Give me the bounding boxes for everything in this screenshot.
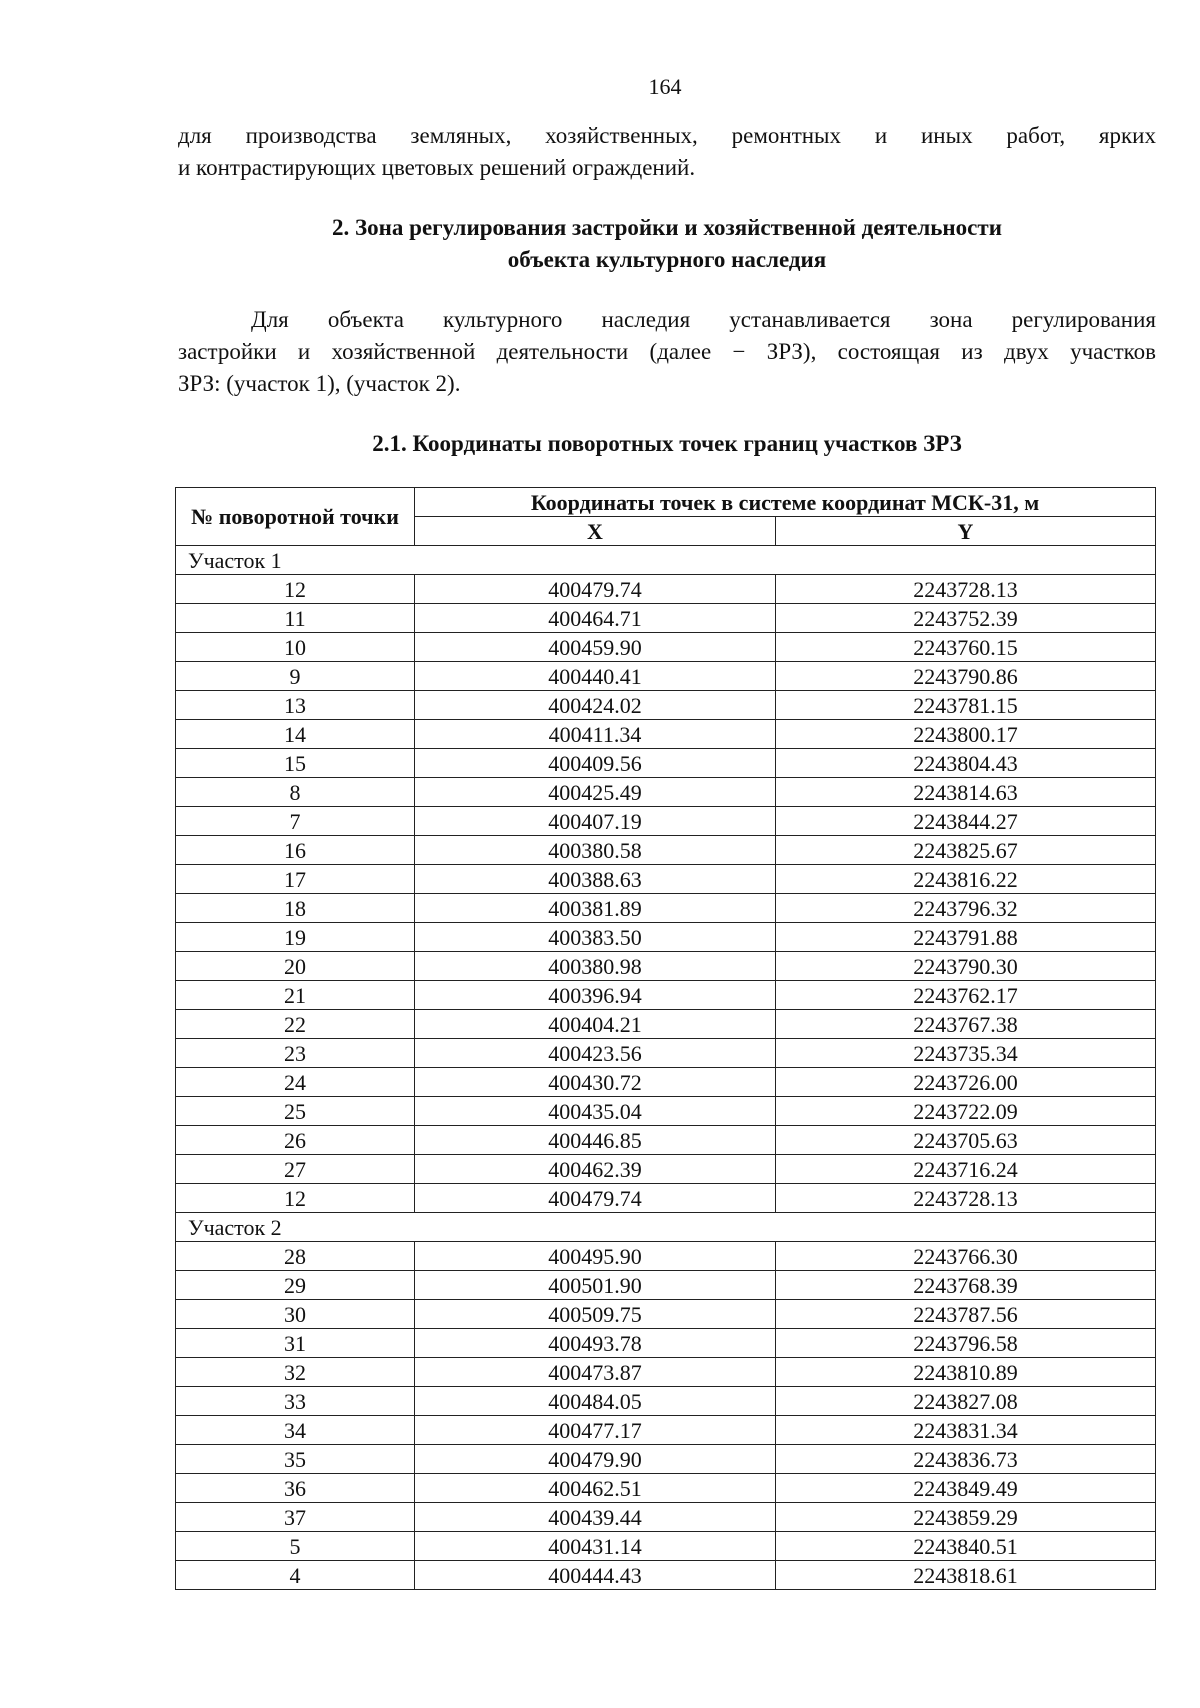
y-cell: 2243844.27: [776, 807, 1156, 836]
x-cell: 400380.98: [415, 952, 776, 981]
y-cell: 2243859.29: [776, 1503, 1156, 1532]
point-number-cell: 25: [176, 1097, 415, 1126]
x-cell: 400381.89: [415, 894, 776, 923]
point-number-cell: 14: [176, 720, 415, 749]
point-number-cell: 20: [176, 952, 415, 981]
point-number-cell: 15: [176, 749, 415, 778]
y-cell: 2243762.17: [776, 981, 1156, 1010]
x-cell: 400404.21: [415, 1010, 776, 1039]
point-number-cell: 12: [176, 1184, 415, 1213]
y-cell: 2243768.39: [776, 1271, 1156, 1300]
intro-line: и контрастирующих цветовых решений ограждений.: [178, 155, 696, 180]
y-cell: 2243804.43: [776, 749, 1156, 778]
table-row: [176, 1039, 1156, 1068]
y-cell: 2243796.32: [776, 894, 1156, 923]
x-cell: 400464.71: [415, 604, 776, 633]
x-cell: 400459.90: [415, 633, 776, 662]
point-number-cell: 29: [176, 1271, 415, 1300]
table-row: [176, 778, 1156, 807]
y-cell: 2243816.22: [776, 865, 1156, 894]
point-number-cell: 23: [176, 1039, 415, 1068]
table-row: [176, 952, 1156, 981]
y-cell: 2243836.73: [776, 1445, 1156, 1474]
x-cell: 400495.90: [415, 1242, 776, 1271]
x-cell: 400425.49: [415, 778, 776, 807]
table-row: [176, 1387, 1156, 1416]
table-row: [176, 691, 1156, 720]
paragraph-line: застройки и хозяйственной деятельности (далее − ЗРЗ), состоящая из двух участков: [178, 339, 1156, 364]
y-cell: 2243760.15: [776, 633, 1156, 662]
point-number-cell: 13: [176, 691, 415, 720]
x-cell: 400493.78: [415, 1329, 776, 1358]
y-cell: 2243716.24: [776, 1155, 1156, 1184]
point-number-cell: 11: [176, 604, 415, 633]
table-row: [176, 1126, 1156, 1155]
table-row: [176, 1474, 1156, 1503]
section-heading-line: 2. Зона регулирования застройки и хозяйственной деятельности: [332, 215, 1002, 240]
point-number-cell: 9: [176, 662, 415, 691]
table-row: [176, 604, 1156, 633]
paragraph-line: Для объекта культурного наследия устанавливается зона регулирования: [251, 307, 1156, 332]
point-number-cell: 18: [176, 894, 415, 923]
section-label: Участок 2: [176, 1213, 1156, 1242]
point-number-cell: 37: [176, 1503, 415, 1532]
table-row: [176, 923, 1156, 952]
point-number-cell: 7: [176, 807, 415, 836]
x-cell: 400444.43: [415, 1561, 776, 1590]
table-row: [176, 662, 1156, 691]
table-row: [176, 749, 1156, 778]
y-cell: 2243726.00: [776, 1068, 1156, 1097]
y-cell: 2243814.63: [776, 778, 1156, 807]
table-row: [176, 1532, 1156, 1561]
point-number-cell: 27: [176, 1155, 415, 1184]
table-row: [176, 1097, 1156, 1126]
point-number-cell: 32: [176, 1358, 415, 1387]
paragraph-line: ЗРЗ: (участок 1), (участок 2).: [178, 371, 461, 396]
x-cell: 400501.90: [415, 1271, 776, 1300]
point-number-cell: 24: [176, 1068, 415, 1097]
table-row: [176, 1010, 1156, 1039]
section-row: [176, 546, 1156, 575]
point-number-cell: 21: [176, 981, 415, 1010]
y-cell: 2243735.34: [776, 1039, 1156, 1068]
y-cell: 2243849.49: [776, 1474, 1156, 1503]
table-row: [176, 575, 1156, 604]
table-row: [176, 633, 1156, 662]
table-title: 2.1. Координаты поворотных точек границ участков ЗРЗ: [372, 431, 962, 456]
table-row: [176, 1300, 1156, 1329]
point-number-cell: 8: [176, 778, 415, 807]
table-row: [176, 1503, 1156, 1532]
table-row: [176, 836, 1156, 865]
header-x: X: [415, 517, 776, 546]
x-cell: 400484.05: [415, 1387, 776, 1416]
table-row: [176, 1561, 1156, 1590]
page-number: 164: [648, 74, 682, 99]
y-cell: 2243827.08: [776, 1387, 1156, 1416]
intro-paragraph: [178, 120, 1156, 184]
x-cell: 400388.63: [415, 865, 776, 894]
point-number-cell: 36: [176, 1474, 415, 1503]
intro-line: для производства земляных, хозяйственных, ремонтных и иных работ, ярких: [178, 123, 1156, 148]
point-number-cell: 33: [176, 1387, 415, 1416]
y-cell: 2243781.15: [776, 691, 1156, 720]
point-number-cell: 19: [176, 923, 415, 952]
section-heading: [178, 212, 1156, 276]
point-number-cell: 35: [176, 1445, 415, 1474]
table-row: [176, 1155, 1156, 1184]
point-number-cell: 34: [176, 1416, 415, 1445]
x-cell: 400462.39: [415, 1155, 776, 1184]
y-cell: 2243722.09: [776, 1097, 1156, 1126]
section-paragraph: [178, 304, 1156, 400]
table-row: [176, 1445, 1156, 1474]
y-cell: 2243840.51: [776, 1532, 1156, 1561]
table-row: [176, 1271, 1156, 1300]
x-cell: 400424.02: [415, 691, 776, 720]
point-number-cell: 30: [176, 1300, 415, 1329]
x-cell: 400407.19: [415, 807, 776, 836]
y-cell: 2243752.39: [776, 604, 1156, 633]
x-cell: 400440.41: [415, 662, 776, 691]
point-number-cell: 12: [176, 575, 415, 604]
y-cell: 2243705.63: [776, 1126, 1156, 1155]
table-row: [176, 894, 1156, 923]
y-cell: 2243790.30: [776, 952, 1156, 981]
y-cell: 2243791.88: [776, 923, 1156, 952]
x-cell: 400479.90: [415, 1445, 776, 1474]
table-row: [176, 981, 1156, 1010]
point-number-cell: 26: [176, 1126, 415, 1155]
header-coordinates: Координаты точек в системе координат МСК-31, м: [415, 488, 1156, 517]
header-y: Y: [776, 517, 1156, 546]
section-row: [176, 1213, 1156, 1242]
x-cell: 400446.85: [415, 1126, 776, 1155]
table-row: [176, 1358, 1156, 1387]
table-row: [176, 1416, 1156, 1445]
y-cell: 2243787.56: [776, 1300, 1156, 1329]
y-cell: 2243831.34: [776, 1416, 1156, 1445]
y-cell: 2243728.13: [776, 1184, 1156, 1213]
x-cell: 400477.17: [415, 1416, 776, 1445]
point-number-cell: 22: [176, 1010, 415, 1039]
point-number-cell: 5: [176, 1532, 415, 1561]
x-cell: 400479.74: [415, 1184, 776, 1213]
x-cell: 400479.74: [415, 575, 776, 604]
table-row: [176, 1068, 1156, 1097]
point-number-cell: 16: [176, 836, 415, 865]
x-cell: 400462.51: [415, 1474, 776, 1503]
coordinates-table: [175, 487, 1156, 1590]
y-cell: 2243825.67: [776, 836, 1156, 865]
point-number-cell: 31: [176, 1329, 415, 1358]
x-cell: 400473.87: [415, 1358, 776, 1387]
x-cell: 400380.58: [415, 836, 776, 865]
table-row: [176, 1242, 1156, 1271]
y-cell: 2243766.30: [776, 1242, 1156, 1271]
point-number-cell: 17: [176, 865, 415, 894]
y-cell: 2243796.58: [776, 1329, 1156, 1358]
y-cell: 2243800.17: [776, 720, 1156, 749]
y-cell: 2243767.38: [776, 1010, 1156, 1039]
table-row: [176, 720, 1156, 749]
point-number-cell: 28: [176, 1242, 415, 1271]
x-cell: 400509.75: [415, 1300, 776, 1329]
y-cell: 2243728.13: [776, 575, 1156, 604]
x-cell: 400396.94: [415, 981, 776, 1010]
x-cell: 400411.34: [415, 720, 776, 749]
table-row: [176, 1329, 1156, 1358]
table-row: [176, 865, 1156, 894]
x-cell: 400439.44: [415, 1503, 776, 1532]
x-cell: 400430.72: [415, 1068, 776, 1097]
header-point-number: № поворотной точки: [176, 488, 415, 546]
y-cell: 2243818.61: [776, 1561, 1156, 1590]
x-cell: 400431.14: [415, 1532, 776, 1561]
y-cell: 2243810.89: [776, 1358, 1156, 1387]
table-row: [176, 1184, 1156, 1213]
point-number-cell: 10: [176, 633, 415, 662]
point-number-cell: 4: [176, 1561, 415, 1590]
table-row: [176, 807, 1156, 836]
x-cell: 400435.04: [415, 1097, 776, 1126]
x-cell: 400383.50: [415, 923, 776, 952]
section-heading-line: объекта культурного наследия: [507, 247, 827, 272]
y-cell: 2243790.86: [776, 662, 1156, 691]
x-cell: 400423.56: [415, 1039, 776, 1068]
x-cell: 400409.56: [415, 749, 776, 778]
section-label: Участок 1: [176, 546, 1156, 575]
